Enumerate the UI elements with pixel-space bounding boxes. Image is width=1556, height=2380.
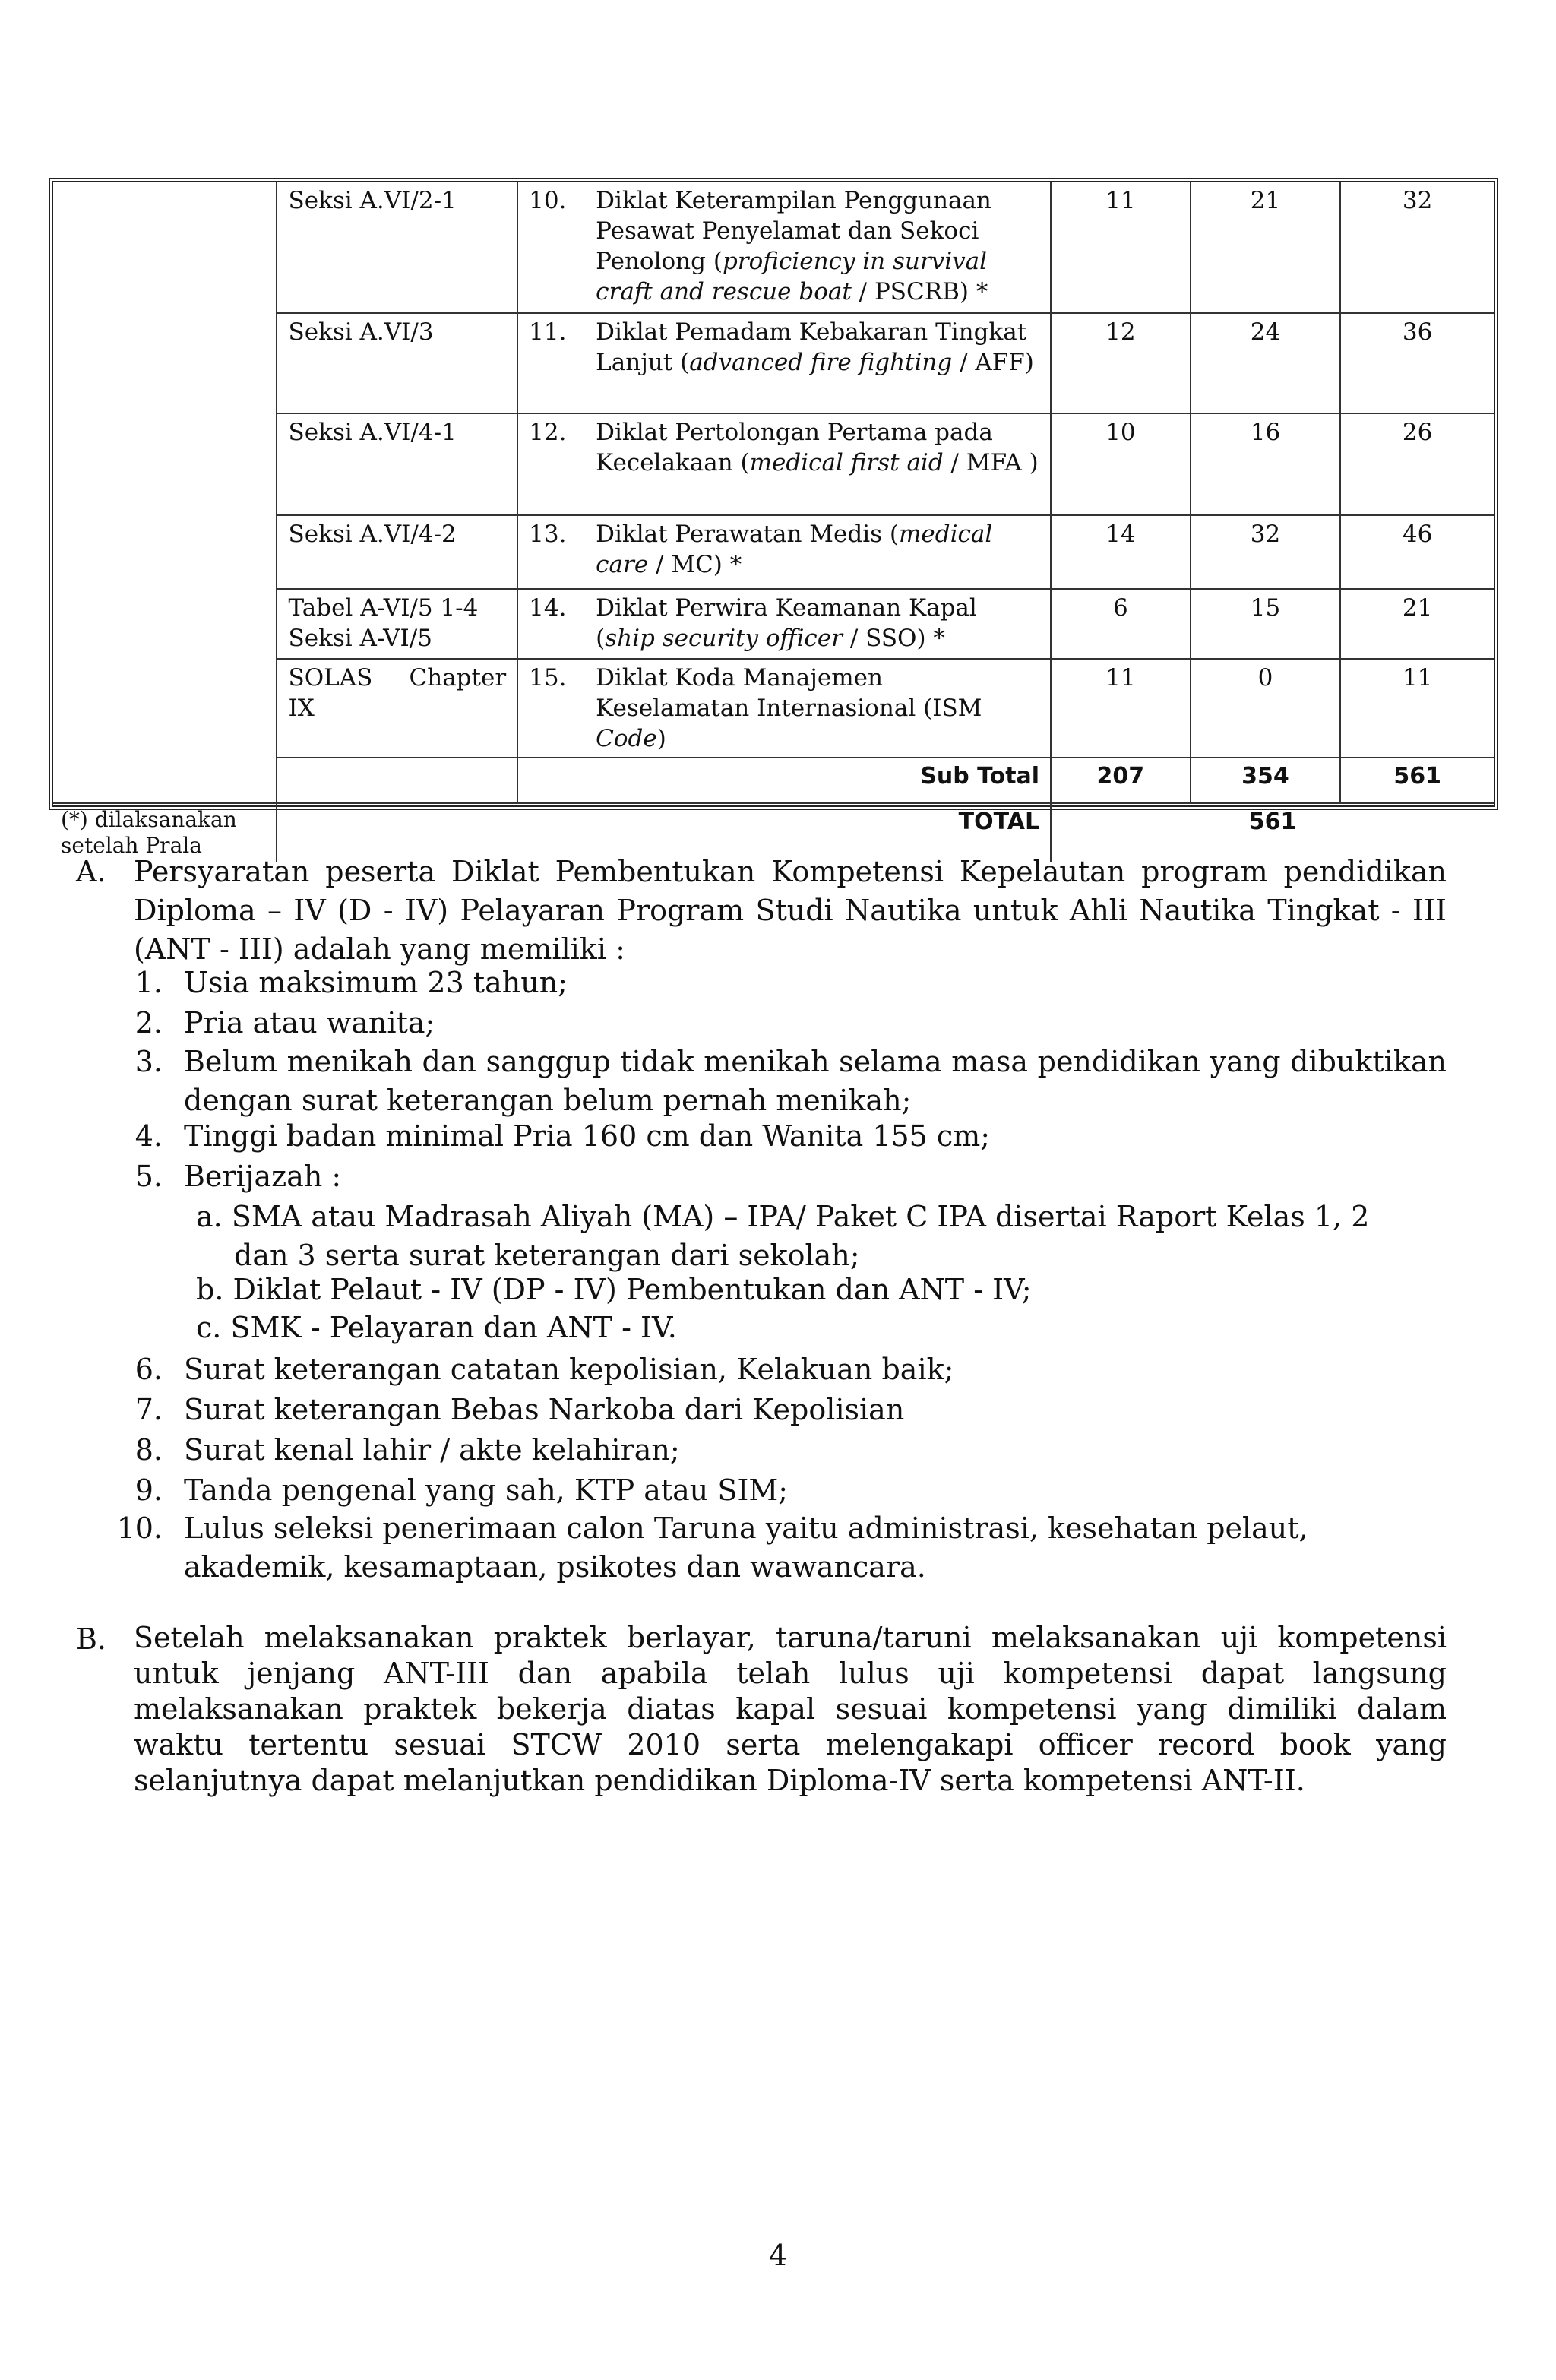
section-cell: Seksi A.VI/4-2: [277, 515, 517, 589]
hours-total: 46: [1340, 515, 1494, 589]
hours-a: 14: [1051, 515, 1191, 589]
section-a-marker: A.: [76, 855, 106, 888]
list-item: 4. Tinggi badan minimal Pria 160 cm dan Wanita 155 cm;: [134, 1119, 991, 1153]
hours-b: 16: [1191, 413, 1341, 515]
hours-a: 10: [1051, 413, 1191, 515]
list-item: 5. Berijazah :: [134, 1160, 342, 1193]
section-cell: Seksi A.VI/4-1: [277, 413, 517, 515]
total-value: 561: [1051, 803, 1494, 862]
hours-b: 0: [1191, 659, 1341, 758]
hours-b: 21: [1191, 182, 1341, 313]
hours-a: 6: [1051, 589, 1191, 659]
hours-a: 11: [1051, 182, 1191, 313]
hours-total: 36: [1340, 313, 1494, 413]
hours-total: 26: [1340, 413, 1494, 515]
section-a-intro: Persyaratan peserta Diklat Pembentukan Kompetensi Kepelautan program pendidikan Diploma – IV (D - IV) Pelayaran Program Studi Nautika untuk Ahli Nautika Tingkat - III (ANT - III) adalah yang memiliki :: [134, 855, 1447, 966]
subtotal-blank-cell: [277, 758, 517, 803]
total-label: TOTAL: [277, 803, 1051, 862]
subtotal-total: 561: [1340, 758, 1494, 803]
course-cell: 11. Diklat Pemadam Kebakaran Tingkat Lanjut (advanced fire fighting / AFF): [517, 313, 1051, 413]
course-cell: 10. Diklat Keterampilan Penggunaan Pesawat Penyelamat dan Sekoci Penolong (proficiency in survival craft and rescue boat / PSCRB) *: [517, 182, 1051, 313]
list-item: 3. Belum menikah dan sanggup tidak menikah selama masa pendidikan yang dibuktikan dengan surat keterangan belum pernah menikah;: [134, 1045, 1447, 1117]
hours-a: 12: [1051, 313, 1191, 413]
footnote-cell: (*) dilaksanakan setelah Prala: [53, 803, 277, 862]
section-cell: SOLAS Chapter IX: [277, 659, 517, 758]
sub-list-item: b. Diklat Pelaut - IV (DP - IV) Pembentukan dan ANT - IV;: [196, 1273, 1032, 1306]
section-cell: Seksi A.VI/3: [277, 313, 517, 413]
page-number: 4: [768, 2239, 788, 2272]
section-cell: Seksi A.VI/2-1: [277, 182, 517, 313]
course-cell: 15. Diklat Koda Manajemen Keselamatan Internasional (ISM Code): [517, 659, 1051, 758]
section-cell: Tabel A-VI/5 1-4 Seksi A-VI/5: [277, 589, 517, 659]
hours-b: 32: [1191, 515, 1341, 589]
list-item: 6. Surat keterangan catatan kepolisian, Kelakuan baik;: [134, 1353, 954, 1386]
course-cell: 14. Diklat Perwira Keamanan Kapal (ship security officer / SSO) *: [517, 589, 1051, 659]
list-item: 10. Lulus seleksi penerimaan calon Taruna yaitu administrasi, kesehatan pelaut, akademik, kesamaptaan, psikotes dan wawancara.: [116, 1511, 1308, 1584]
subtotal-b: 354: [1191, 758, 1341, 803]
hours-total: 11: [1340, 659, 1494, 758]
list-item: 1. Usia maksimum 23 tahun;: [134, 966, 568, 999]
list-item: 2. Pria atau wanita;: [134, 1006, 435, 1040]
sub-list-item: c. SMK - Pelayaran dan ANT - IV.: [196, 1311, 677, 1344]
course-cell: 12. Diklat Pertolongan Pertama pada Kecelakaan (medical first aid / MFA ): [517, 413, 1051, 515]
course-table: [49, 178, 1498, 858]
list-item: 8. Surat kenal lahir / akte kelahiran;: [134, 1433, 680, 1467]
table-row: [53, 182, 1494, 313]
subtotal-a: 207: [1051, 758, 1191, 803]
section-b-marker: B.: [76, 1622, 107, 1656]
section-b-text: Setelah melaksanakan praktek berlayar, taruna/taruni melaksanakan uji kompetensi untuk jenjang ANT-III dan apabila telah lulus uji kompetensi dapat langsung melaksanakan praktek bekerja diatas kapal sesuai kompetensi yang dimiliki dalam waktu tertentu sesuai STCW 2010 serta melengakapi officer record book yang selanjutnya dapat melanjutkan pendidikan Diploma-IV serta kompetensi ANT-II.: [134, 1621, 1447, 1797]
sub-list-item: a. SMA atau Madrasah Aliyah (MA) – IPA/ Paket C IPA disertai Raport Kelas 1, 2 dan 3 serta surat keterangan dari sekolah;: [196, 1200, 1370, 1272]
list-item: 9. Tanda pengenal yang sah, KTP atau SIM;: [134, 1473, 789, 1507]
course-cell: 13. Diklat Perawatan Medis (medical care / MC) *: [517, 515, 1051, 589]
hours-total: 21: [1340, 589, 1494, 659]
blank-left-cell: [53, 182, 277, 803]
hours-total: 32: [1340, 182, 1494, 313]
list-item: 7. Surat keterangan Bebas Narkoba dari Kepolisian: [134, 1393, 905, 1426]
subtotal-label: Sub Total: [517, 758, 1051, 803]
hours-a: 11: [1051, 659, 1191, 758]
hours-b: 15: [1191, 589, 1341, 659]
hours-b: 24: [1191, 313, 1341, 413]
